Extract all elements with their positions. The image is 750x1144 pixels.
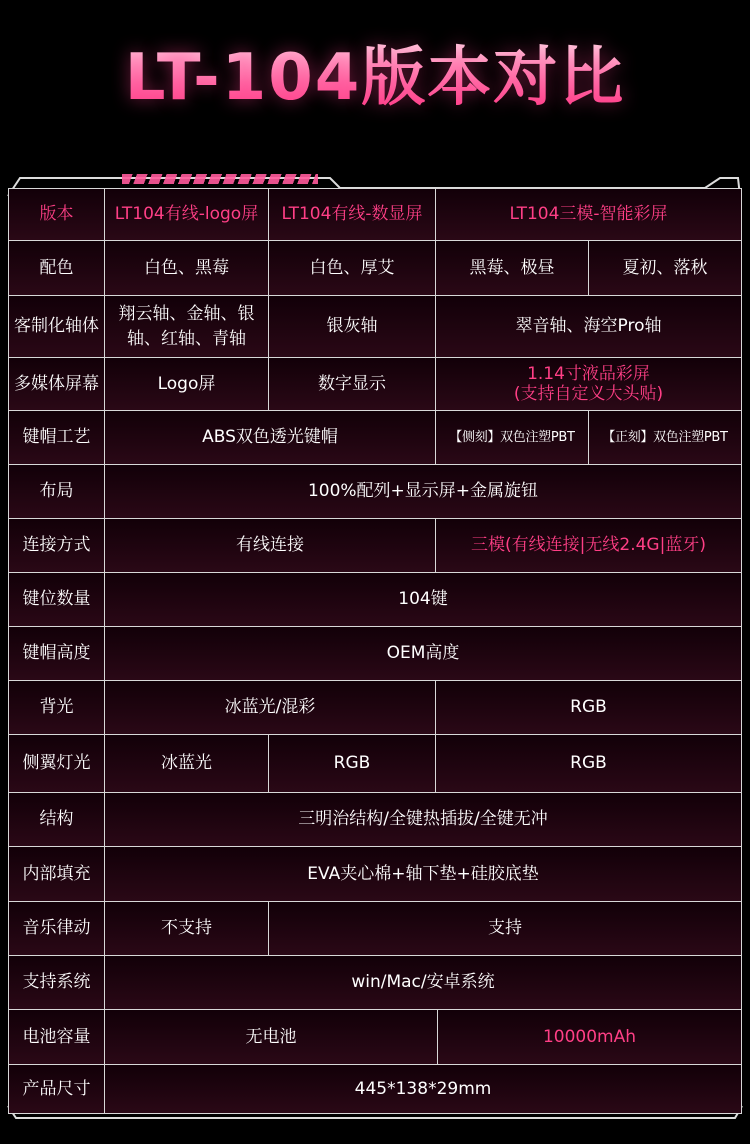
sidelight-v1: 冰蓝光 [104, 734, 269, 793]
row-label-system: 支持系统 [8, 955, 105, 1010]
color-v3a: 黑莓、极昼 [435, 240, 589, 296]
row-label-structure: 结构 [8, 792, 105, 847]
system-all: win/Mac/安卓系统 [104, 955, 742, 1010]
row-label-layout: 布局 [8, 464, 105, 519]
screen-v2: 数字显示 [268, 357, 436, 411]
header-stripe-decoration [122, 174, 318, 184]
row-label-filling: 内部填充 [8, 846, 105, 902]
row-label-backlight: 背光 [8, 680, 105, 735]
size-all: 445*138*29mm [104, 1064, 742, 1114]
switch-v1: 翔云轴、金轴、银轴、红轴、青轴 [104, 295, 269, 358]
battery-v3: 10000mAh [437, 1009, 742, 1065]
header-label: 版本 [8, 188, 105, 241]
music-v23: 支持 [268, 901, 742, 956]
row-label-music: 音乐律动 [8, 901, 105, 956]
color-v2: 白色、厚艾 [268, 240, 436, 296]
filling-all: EVA夹心棉+轴下垫+硅胶底垫 [104, 846, 742, 902]
row-label-keycap: 键帽工艺 [8, 410, 105, 465]
keys-all: 104键 [104, 572, 742, 627]
row-label-screen: 多媒体屏幕 [8, 357, 105, 411]
row-label-battery: 电池容量 [8, 1009, 105, 1065]
row-label-switch: 客制化轴体 [8, 295, 105, 358]
backlight-v3: RGB [435, 680, 742, 735]
switch-v2: 银灰轴 [268, 295, 436, 358]
color-v1: 白色、黑莓 [104, 240, 269, 296]
music-v1: 不支持 [104, 901, 269, 956]
color-v3b: 夏初、落秋 [588, 240, 742, 296]
screen-v3: 1.14寸液品彩屏 (支持自定义大头贴) [435, 357, 742, 411]
row-label-connect: 连接方式 [8, 518, 105, 573]
sidelight-v3: RGB [435, 734, 742, 793]
keycap-v3a: 【侧刻】双色注塑PBT [435, 410, 589, 465]
structure-all: 三明治结构/全键热插拔/全键无冲 [104, 792, 742, 847]
row-label-size: 产品尺寸 [8, 1064, 105, 1114]
battery-v12: 无电池 [104, 1009, 438, 1065]
header-version-3: LT104三模-智能彩屏 [435, 188, 742, 241]
row-label-color: 配色 [8, 240, 105, 296]
header-version-1: LT104有线-logo屏 [104, 188, 269, 241]
connect-v3: 三模(有线连接|无线2.4G|蓝牙) [435, 518, 742, 573]
page-title: LT-104版本对比 [0, 38, 750, 118]
screen-v1: Logo屏 [104, 357, 269, 411]
keycap-v3b: 【正刻】双色注塑PBT [588, 410, 742, 465]
row-label-keys: 键位数量 [8, 572, 105, 627]
row-label-sidelight: 侧翼灯光 [8, 734, 105, 793]
connect-v12: 有线连接 [104, 518, 436, 573]
header-version-2: LT104有线-数显屏 [268, 188, 436, 241]
backlight-v12: 冰蓝光/混彩 [104, 680, 436, 735]
keycap-v12: ABS双色透光键帽 [104, 410, 436, 465]
switch-v3: 翠音轴、海空Pro轴 [435, 295, 742, 358]
sidelight-v2: RGB [268, 734, 436, 793]
layout-all: 100%配列+显示屏+金属旋钮 [104, 464, 742, 519]
row-label-height: 键帽高度 [8, 626, 105, 681]
height-all: OEM高度 [104, 626, 742, 681]
